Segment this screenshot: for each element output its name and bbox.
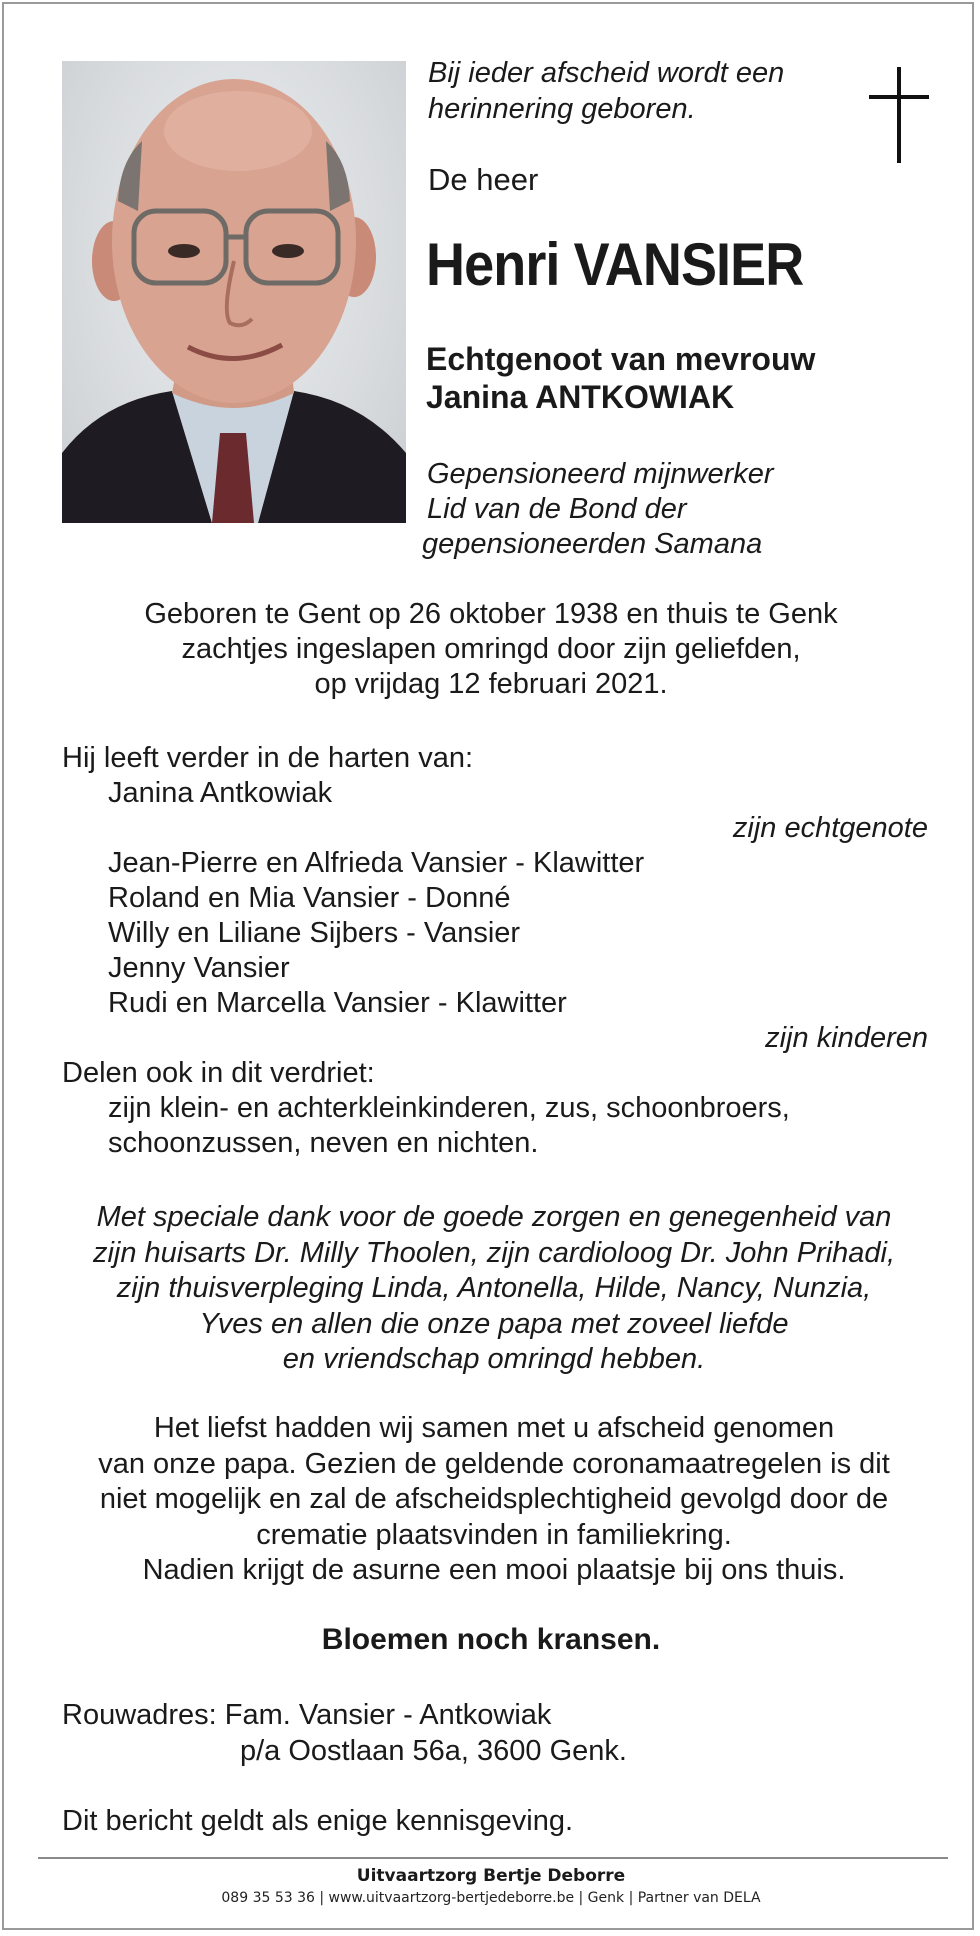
quote-line: herinnering geboren. bbox=[428, 93, 696, 125]
survivors-heading: Hij leeft verder in de harten van: bbox=[62, 742, 474, 774]
spouse-info bbox=[426, 340, 815, 416]
farewell-line: Nadien krijgt de asurne een mooi plaatsje bij ons thuis. bbox=[142, 1554, 846, 1586]
child-entry: Willy en Liliane Sijbers - Vansier bbox=[108, 917, 521, 949]
thanks-line: Yves en allen die onze papa met zoveel liefde bbox=[199, 1307, 789, 1340]
thanks-line: zijn thuisverpleging Linda, Antonella, Hilde, Nancy, Nunzia, bbox=[116, 1272, 872, 1304]
born-line: Geboren te Gent op 26 oktober 1938 en thuis te Genk bbox=[144, 598, 838, 630]
cross-icon-bar bbox=[869, 95, 929, 99]
footer-divider bbox=[38, 1857, 948, 1859]
farewell-line: Het liefst hadden wij samen met u afscheid genomen bbox=[153, 1412, 835, 1444]
deceased-name: Henri VANSIER bbox=[426, 231, 804, 298]
child-entry: Jenny Vansier bbox=[108, 952, 290, 984]
thanks-line: zijn huisarts Dr. Milly Thoolen, zijn cardioloog Dr. John Prihadi, bbox=[92, 1236, 896, 1269]
profession-line: Gepensioneerd mijnwerker bbox=[427, 458, 774, 490]
thanks-text bbox=[44, 1200, 944, 1378]
memorial-quote bbox=[428, 55, 848, 127]
cross-icon bbox=[897, 67, 901, 163]
thanks-line: en vriendschap omringd hebben. bbox=[282, 1343, 706, 1375]
mourning-address bbox=[62, 1698, 862, 1769]
child-entry: Jean-Pierre en Alfrieda Vansier - Klawitter bbox=[108, 847, 645, 879]
profession-line: Lid van de Bond der bbox=[427, 493, 687, 525]
undertaker-contact: 089 35 53 36 | www.uitvaartzorg-bertjedeborre.be | Genk | Partner van DELA bbox=[221, 1890, 761, 1906]
shared-line: zijn klein- en achterkleinkinderen, zus, schoonbroers, bbox=[108, 1092, 790, 1124]
flowers-notice: Bloemen noch kransen. bbox=[321, 1623, 661, 1656]
farewell-text bbox=[44, 1411, 944, 1589]
born-line: op vrijdag 12 februari 2021. bbox=[314, 668, 668, 700]
born-line: zachtjes ingeslapen omringd door zijn geliefden, bbox=[181, 633, 801, 665]
shared-heading: Delen ook in dit verdriet: bbox=[62, 1057, 375, 1089]
child-entry: Roland en Mia Vansier - Donné bbox=[108, 882, 511, 914]
child-entry: Rudi en Marcella Vansier - Klawitter bbox=[108, 987, 567, 1019]
spouse-role: zijn echtgenote bbox=[732, 812, 928, 844]
notice-text: Dit bericht geldt als enige kennisgeving. bbox=[62, 1805, 574, 1837]
spouse-line: Echtgenoot van mevrouw bbox=[426, 341, 816, 377]
children-role: zijn kinderen bbox=[765, 1022, 928, 1054]
farewell-line: van onze papa. Gezien de geldende coronamaatregelen is dit bbox=[98, 1447, 890, 1480]
thanks-line: Met speciale dank voor de goede zorgen en genegenheid van bbox=[96, 1201, 892, 1233]
shared-line: schoonzussen, neven en nichten. bbox=[108, 1127, 539, 1159]
spouse-name: Janina Antkowiak bbox=[108, 777, 333, 809]
birth-death-text bbox=[4, 597, 978, 702]
portrait-photo bbox=[62, 61, 406, 523]
quote-line: Bij ieder afscheid wordt een bbox=[428, 57, 785, 89]
survivors-section bbox=[62, 741, 928, 1161]
address-line: Rouwadres: Fam. Vansier - Antkowiak bbox=[62, 1699, 552, 1731]
profession-info bbox=[422, 457, 774, 562]
farewell-line: niet mogelijk en zal de afscheidsplechtigheid gevolgd door de bbox=[99, 1483, 889, 1515]
address-line: p/a Oostlaan 56a, 3600 Genk. bbox=[240, 1734, 627, 1767]
profession-line: gepensioneerden Samana bbox=[422, 528, 763, 560]
spouse-line: Janina ANTKOWIAK bbox=[426, 379, 735, 415]
obituary-card bbox=[2, 2, 974, 1930]
farewell-line: crematie plaatsvinden in familiekring. bbox=[256, 1518, 732, 1551]
undertaker-name: Uitvaartzorg Bertje Deborre bbox=[356, 1866, 626, 1886]
honorific: De heer bbox=[428, 162, 539, 197]
